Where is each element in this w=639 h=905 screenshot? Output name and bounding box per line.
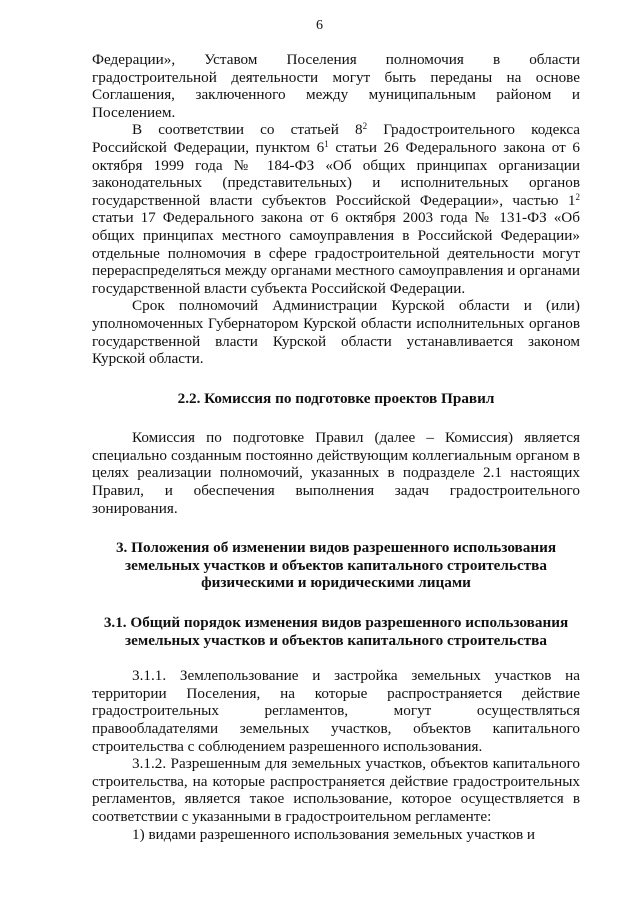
heading-line: 3. Положения об изменении видов разрешенного использования: [115, 539, 557, 557]
page-number: 6: [316, 18, 323, 33]
text-segment: статьи 17 Федерального закона от 6 октября 2003 года № 131-ФЗ «Об общих принципах местного самоуправления в Российской Федерации» отдельные полномочия в сфере градостроительной деятельности могут перераспределяться между органами местного самоуправления и органами государственной власти субъекта Российской Федерации.: [92, 209, 580, 297]
text-segment: Градостроительного кодекса Российской Федерации, пунктом 6: [92, 121, 581, 156]
superscript: 2: [575, 191, 580, 202]
list-item-1: 1) видами разрешенного использования земельных участков и: [132, 825, 536, 843]
superscript: 1: [324, 138, 329, 149]
superscript: 2: [362, 121, 368, 132]
paragraph-3-1-1: 3.1.1. Землепользование и застройка земельных участков на территории Поселения, на которые распространяется действие градостроительных регламентов, могут осуществляться правообладателями земельных участков, объектов капитального строительства с соблюдением разрешенного использования.: [92, 667, 580, 755]
paragraph-legal-basis: [92, 121, 580, 297]
heading-line: земельных участков и объектов капитального строительства: [125, 556, 547, 574]
paragraph-term-of-powers: Срок полномочий Администрации Курской области и (или) уполномоченных Губернатором Курской области исполнительных органов государственной власти Курской области устанавливается законом Курской области.: [92, 297, 580, 368]
heading-line: физическими и юридическими лицами: [201, 574, 471, 592]
section-heading-3: [92, 539, 580, 592]
section-heading-2-2: 2.2. Комиссия по подготовке проектов Правил: [177, 389, 495, 407]
text-segment: статьи 26 Федерального закона от 6 октября 1999 года № 184-ФЗ «Об общих принципах организации законодательных (представительных) и исполнительных органов государственной власти субъектов Российской Федерации», частью 1: [92, 138, 581, 209]
paragraph-commission: Комиссия по подготовке Правил (далее – Комиссия) является специально созданным постоянно действующим коллегиальным органом в целях реализации полномочий, указанных в подразделе 2.1 настоящих Правил, и обеспечения выполнения задач градостроительного зонирования.: [92, 429, 580, 517]
paragraph-continuation: Федерации», Уставом Поселения полномочия в области градостроительной деятельности могут быть переданы на основе Соглашения, заключенного между муниципальным районом и Поселением.: [92, 51, 580, 121]
section-heading-3-1: [92, 614, 580, 649]
heading-line: земельных участков и объектов капитального строительства: [125, 631, 547, 649]
text-segment: В соответствии со статьей 8: [132, 121, 363, 139]
heading-line: 3.1. Общий порядок изменения видов разрешенного использования: [103, 614, 569, 632]
paragraph-3-1-2: 3.1.2. Разрешенным для земельных участков, объектов капитального строительства, на которые распространяется действие градостроительных регламентов, является такое использование, которое осуществляется в соответствии с указанными в градостроительном регламенте:: [92, 755, 580, 825]
document-body: [92, 51, 580, 843]
